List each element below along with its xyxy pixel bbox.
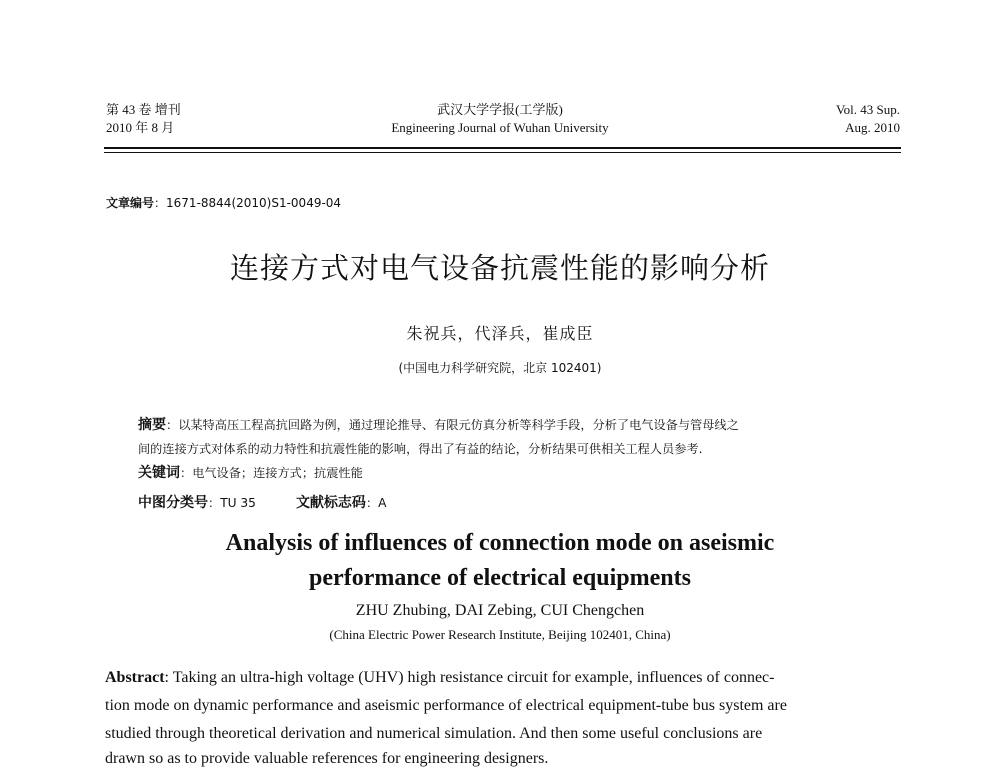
header-vol-en	[836, 101, 900, 137]
header-rule-thin	[104, 152, 901, 153]
header-vol-en-line1: Vol. 43 Sup.	[835, 102, 900, 117]
classification-value: TU 35	[220, 496, 256, 510]
english-abstract-text1: Taking an ultra-high voltage (UHV) high resistance circuit for example, influences of connec-	[172, 669, 775, 686]
chinese-abstract	[138, 413, 878, 461]
chinese-keywords: 关键词：电气设备；连接方式；抗震性能	[138, 465, 363, 481]
chinese-abstract-text1: 以某特高压工程高抗回路为例，通过理论推导、有限元仿真分析等科学手段，分析了电气设备与管母线之	[178, 418, 739, 432]
header-rule-thick	[104, 147, 901, 149]
chinese-authors: 朱祝兵，代泽兵，崔成臣	[406, 324, 594, 343]
header-volume: 第 43 卷 增刊	[106, 102, 181, 117]
english-abstract-line2: tion mode on dynamic performance and aseismic performance of electrical equipment-tube bus system are	[105, 697, 787, 714]
english-abstract-line3: studied through theoretical derivation and numerical simulation. And then some useful conclusions are	[105, 725, 763, 742]
header-journal-cn: 武汉大学学报(工学版)	[437, 102, 563, 117]
chinese-abstract-line1: 摘要：以某特高压工程高抗回路为例，通过理论推导、有限元仿真分析等科学手段，分析了电气设备与管母线之	[138, 417, 739, 433]
english-affiliation: (China Electric Power Research Institute, Beijing 102401, China)	[329, 627, 671, 642]
chinese-keywords-label: 关键词	[138, 465, 180, 481]
header-date: 2010 年 8 月	[106, 120, 175, 135]
chinese-keywords-value: 电气设备；连接方式；抗震性能	[192, 466, 363, 480]
header-volume-date	[106, 101, 181, 137]
english-abstract-line1: Abstract: Taking an ultra-high voltage (UHV) high resistance circuit for example, influences of connec-	[105, 669, 775, 686]
chinese-abstract-text2: 间的连接方式对体系的动力特性和抗震性能的影响，得出了有益的结论，分析结果可供相关工程人员参考.	[138, 442, 703, 456]
doc-code-label: 文献标志码	[295, 495, 366, 511]
english-abstract-label: Abstract	[105, 669, 165, 686]
doc-code-value: A	[378, 496, 387, 510]
chinese-abstract-label: 摘要	[138, 417, 166, 433]
article-number-label: 文章编号	[106, 196, 155, 210]
article-number-value: 1671-8844(2010)S1-0049-04	[166, 196, 342, 210]
chinese-title: 连接方式对电气设备抗震性能的影响分析	[229, 251, 770, 285]
english-title-line2: performance of electrical equipments	[309, 565, 691, 591]
header-journal-en: Engineering Journal of Wuhan University	[391, 120, 609, 135]
chinese-classification: 中图分类号：TU 35 文献标志码：A	[138, 495, 387, 511]
header-journal	[350, 101, 650, 137]
article-number: 文章编号：1671-8844(2010)S1-0049-04	[106, 196, 342, 210]
chinese-affiliation: (中国电力科学研究院，北京 102401)	[398, 361, 602, 375]
english-title-line1: Analysis of influences of connection mode on aseismic	[225, 530, 775, 556]
header-vol-en-line2: Aug. 2010	[845, 120, 900, 135]
english-authors: ZHU Zhubing, DAI Zebing, CUI Chengchen	[355, 602, 645, 619]
english-abstract-line4: drawn so as to provide valuable references for engineering designers.	[105, 750, 549, 767]
classification-label: 中图分类号	[138, 495, 208, 511]
